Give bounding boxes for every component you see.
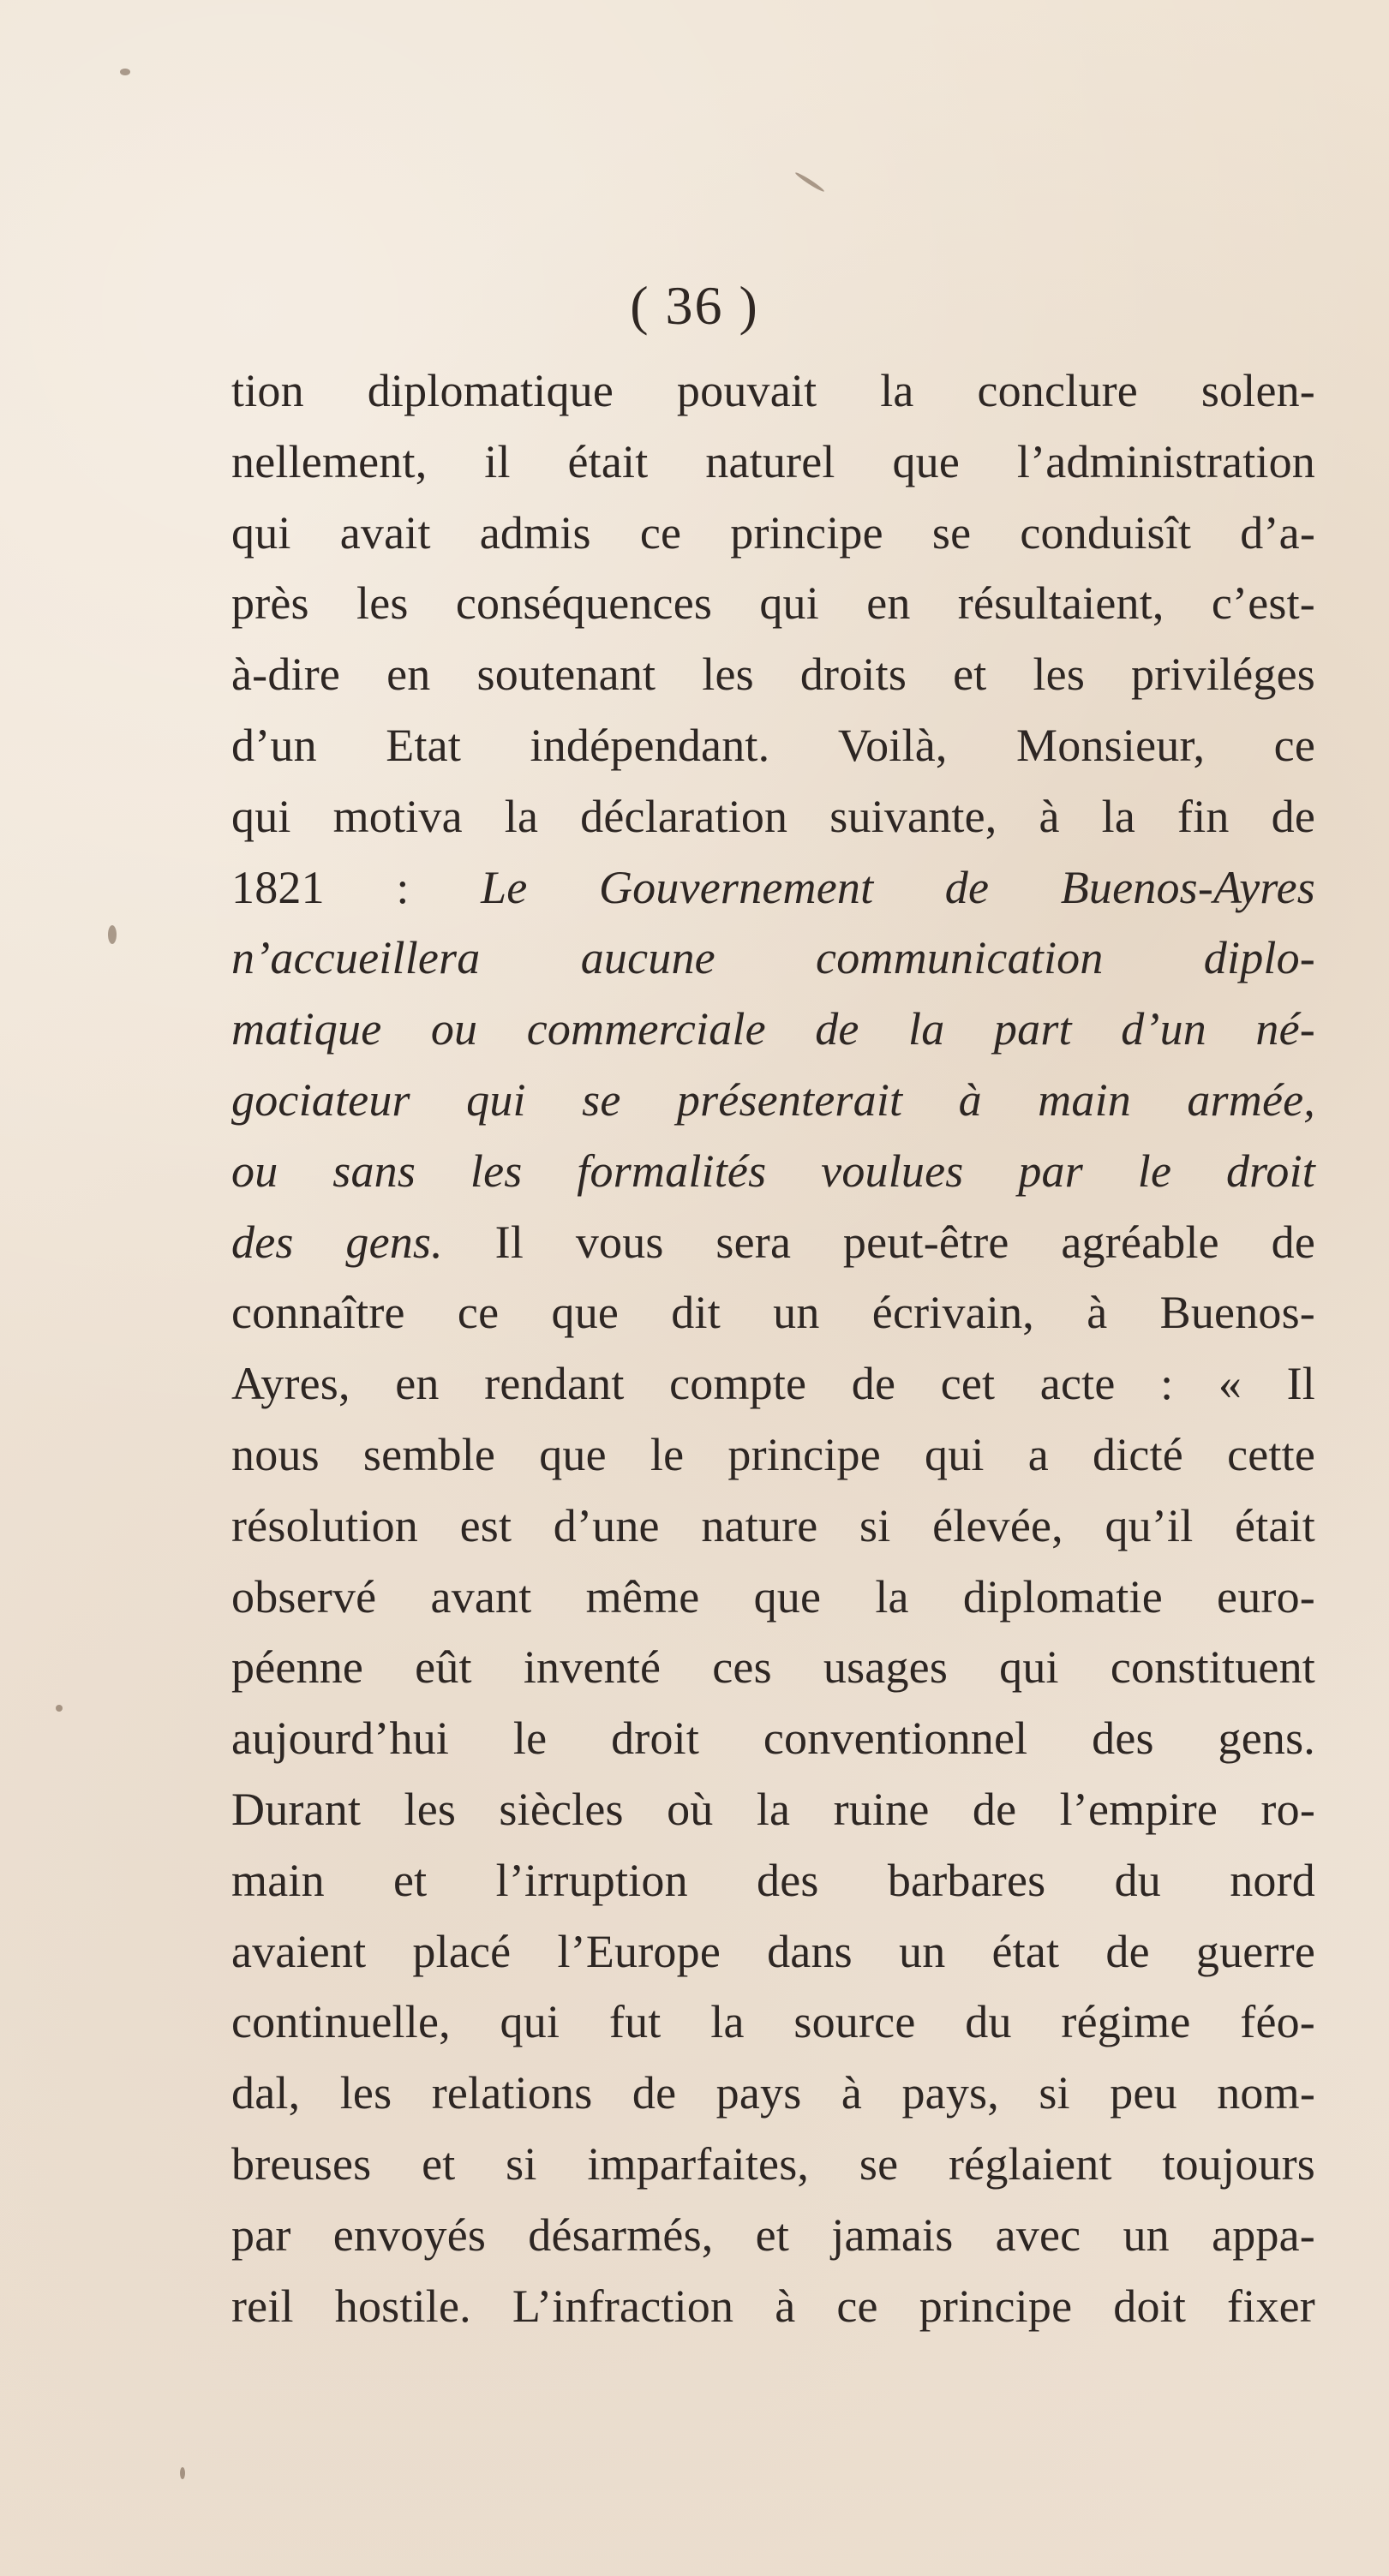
italic-text: Le Gouvernement de Buenos-Ayres — [481, 861, 1316, 913]
italic-text: n’accueillera aucune communication diplo- — [231, 932, 1315, 984]
page-number: ( 36 ) — [630, 275, 759, 336]
text-line: nellement, il était naturel que l’administration — [231, 435, 1315, 487]
italic-text: gociateur qui se présenterait à main armée, — [231, 1073, 1315, 1126]
text-line: d’un Etat indépendant. Voilà, Monsieur, ce — [231, 719, 1315, 771]
text-line: aujourd’hui le droit conventionnel des gens. — [231, 1712, 1315, 1765]
text-line: tion diplomatique pouvait la conclure solen- — [231, 365, 1315, 416]
text-line: par envoyés désarmés, et jamais avec un appa- — [231, 2208, 1315, 2261]
text-line: Ayres, en rendant compte de cet acte : « Il — [231, 1358, 1315, 1410]
paper-speck — [108, 925, 117, 944]
text-line: breuses et si imparfaites, se réglaient toujours — [231, 2137, 1315, 2190]
text-line: qui avait admis ce principe se conduisît d’a- — [231, 506, 1315, 559]
text-line: à-dire en soutenant les droits et les priviléges — [231, 648, 1315, 701]
text-line — [231, 1065, 1315, 1136]
text-line: Durant les siècles où la ruine de l’empire ro- — [231, 1783, 1315, 1835]
text-line: connaître ce que dit un écrivain, à Buenos- — [231, 1287, 1315, 1339]
text-line: péenne eût inventé ces usages qui constituent — [231, 1641, 1315, 1694]
text-line: main et l’irruption des barbares du nord — [231, 1854, 1315, 1906]
text-line: continuelle, qui fut la source du régime féo- — [231, 1996, 1315, 2048]
italic-text: ou sans les formalités voulues par le droit — [231, 1145, 1315, 1197]
text-line: des gens. Il vous sera peut-être agréable de — [231, 1216, 1315, 1268]
paper-speck — [180, 2467, 185, 2479]
italic-text: des gens. — [231, 1216, 443, 1268]
text-line: près les conséquences qui en résultaient, c’est- — [231, 577, 1315, 630]
italic-text: matique ou commerciale de la part d’un né- — [231, 1003, 1315, 1055]
text-line: résolution est d’une nature si élevée, qu’il était — [231, 1499, 1315, 1551]
text-line: observé avant même que la diplomatie euro- — [231, 1570, 1315, 1623]
text-line — [231, 923, 1315, 994]
text-line: 1821 : Le Gouvernement de Buenos-Ayres — [231, 861, 1316, 913]
text-line — [231, 1136, 1315, 1207]
text-line: avaient placé l’Europe dans un état de guerre — [231, 1925, 1315, 1977]
text-line: qui motiva la déclaration suivante, à la fin de — [231, 790, 1315, 842]
text-line: dal, les relations de pays à pays, si peu nom- — [231, 2067, 1315, 2119]
body-text — [231, 356, 1315, 2341]
paper-speck — [120, 69, 130, 75]
text-line — [231, 994, 1315, 1065]
text-line: reil hostile. L’infraction à ce principe doit fixer — [231, 2280, 1315, 2332]
paper-speck — [56, 1705, 63, 1712]
paper-speck — [794, 171, 825, 194]
text-line: nous semble que le principe qui a dicté cette — [231, 1428, 1315, 1480]
